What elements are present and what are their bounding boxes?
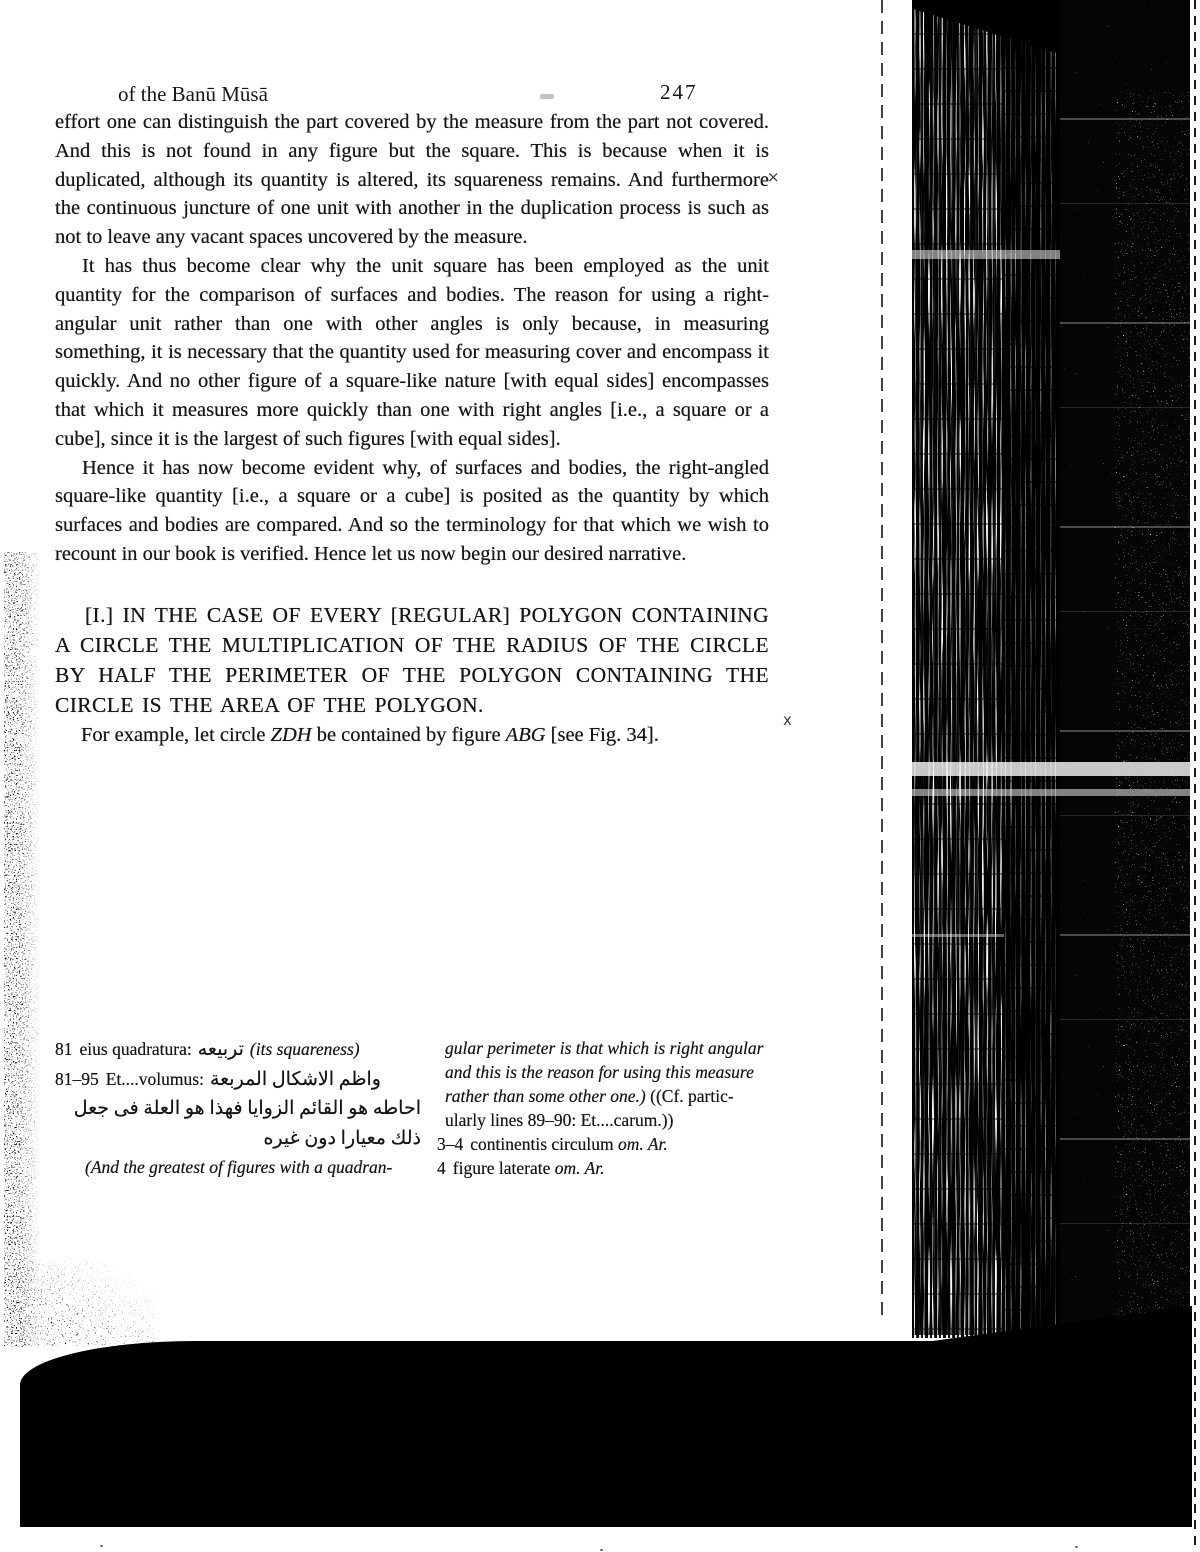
- footnotes-left-column: [55, 1035, 427, 1183]
- footnote-arabic: احاطه هو القائم الزوايا فهذا هو العلة فى جعل: [73, 1098, 421, 1119]
- spine-gutter-shadow: [4, 552, 42, 1347]
- footnote-line-4: [437, 1156, 789, 1180]
- scan-speck: [100, 1545, 103, 1547]
- scan-highlight-streak: [912, 250, 1060, 259]
- footnote-gloss-end: rather than some other one.): [445, 1086, 646, 1106]
- footnote-arabic-continuation: [55, 1094, 427, 1124]
- footnotes-right-column: [437, 1036, 789, 1180]
- body-paragraph-3: Hence it has now become evident why, of surfaces and bodies, the right-angled square-like quantity [i.e., a square or a cube] is posited as the quantity by which surfaces and bodies are compared. And so the terminology for that which we wish to recount in our book is verified. Hence let us now begin our desired narrative.: [55, 456, 769, 565]
- footnote-arabic: ذلك معيارا دون غيره: [263, 1127, 421, 1149]
- footnote-lemma: continentis circulum: [470, 1134, 618, 1154]
- scan-speck: [600, 1549, 603, 1551]
- scan-highlight-streak: [912, 934, 1004, 937]
- footnote-lemma: Et....volumus:: [105, 1068, 204, 1089]
- footnote-lemma: figure laterate: [452, 1158, 555, 1178]
- footnote-gloss-line: [437, 1084, 789, 1108]
- page-edge-dashed-line: [881, 0, 883, 1318]
- example-prefix: For example, let circle: [81, 723, 271, 746]
- page-number: 247: [660, 80, 698, 104]
- footnote-line-81-95: [55, 1065, 427, 1095]
- footnote-gloss-continuation: (And the greatest of figures with a quadran-: [85, 1157, 393, 1177]
- body-paragraph-2: It has thus become clear why the unit square has been employed as the unit quantity for the comparison of surfaces and bodies. The reason for using a right-angular unit rather than one with other angles is only because, in measuring something, it is necessary that the quantity used for measuring cover and encompass it quickly. And no other figure of a square-like nature [with equal sides] encompasses that which it measures more quickly than one with right angles [i.e., a square or a cube], since it is the largest of such figures [with equal sides].: [55, 254, 769, 450]
- footnote-gloss-line: gular perimeter is that which is right angular: [445, 1038, 764, 1058]
- body-text-block: [55, 108, 769, 750]
- example-sentence: [55, 720, 769, 750]
- figure-label-abg: ABG: [505, 723, 546, 746]
- scan-smudge: [540, 94, 554, 99]
- scan-speck: [1075, 1546, 1078, 1548]
- stripe-vertical-noise: [912, 0, 1060, 1335]
- scan-highlight-streak: [912, 762, 1190, 776]
- proposition-1-statement: [I.] IN THE CASE OF EVERY [REGULAR] POLYGON CONTAINING A CIRCLE THE MULTIPLICATION OF THE RADIUS OF THE CIRCLE BY HALF THE PERIMETER OF THE POLYGON CONTAINING THE CIRCLE IS THE AREA OF THE POLYGON.: [55, 602, 769, 717]
- book-bottom-black-band: [20, 1341, 1192, 1527]
- footnote-lineno: 81–95: [55, 1068, 99, 1089]
- example-suffix: [see Fig. 34].: [545, 723, 659, 746]
- footnote-cf-ref: ((Cf. partic-: [645, 1086, 734, 1106]
- running-title: of the Banū Mūsā: [118, 82, 268, 106]
- footnote-lineno: 4: [437, 1158, 446, 1178]
- footnote-apparatus: om. Ar.: [554, 1158, 605, 1178]
- footnote-lineno: 81: [55, 1039, 73, 1059]
- footnote-arabic: واظم الاشكال المربعة: [209, 1068, 381, 1090]
- footnote-gloss: (its squareness): [249, 1039, 360, 1059]
- margin-mark-x-1: ×: [767, 168, 780, 186]
- example-mid: be contained by figure: [311, 723, 506, 746]
- scan-highlight-streak: [912, 789, 1190, 796]
- margin-mark-x-2: x: [783, 711, 792, 729]
- footnote-gloss-line: and this is the reason for using this measure: [445, 1062, 754, 1082]
- circle-label-zdh: ZDH: [270, 723, 312, 746]
- body-paragraph-1: effort one can distinguish the part covered by the measure from the part not covered. And this is not found in any figure but the square. This is because when it is duplicated, although its quantity is altered, its squareness remains. And furthermore the continuous juncture of one unit with another in the duplication process is such as not to leave any vacant spaces uncovered by the measure.: [55, 111, 769, 249]
- footnote-arabic: تربيعه: [197, 1039, 244, 1060]
- footnote-cf-ref-continuation: ularly lines 89–90: Et....carum.)): [445, 1110, 674, 1130]
- footnote-arabic-continuation: [55, 1124, 427, 1154]
- footnote-line-3-4: [437, 1132, 789, 1156]
- scan-noise-speckle-dense: [1115, 90, 1190, 1340]
- footnote-lineno: 3–4: [437, 1134, 464, 1154]
- footnote-line-81: [55, 1035, 427, 1065]
- footnote-apparatus: om. Ar.: [618, 1134, 668, 1154]
- footnote-lemma: eius quadratura:: [79, 1039, 192, 1059]
